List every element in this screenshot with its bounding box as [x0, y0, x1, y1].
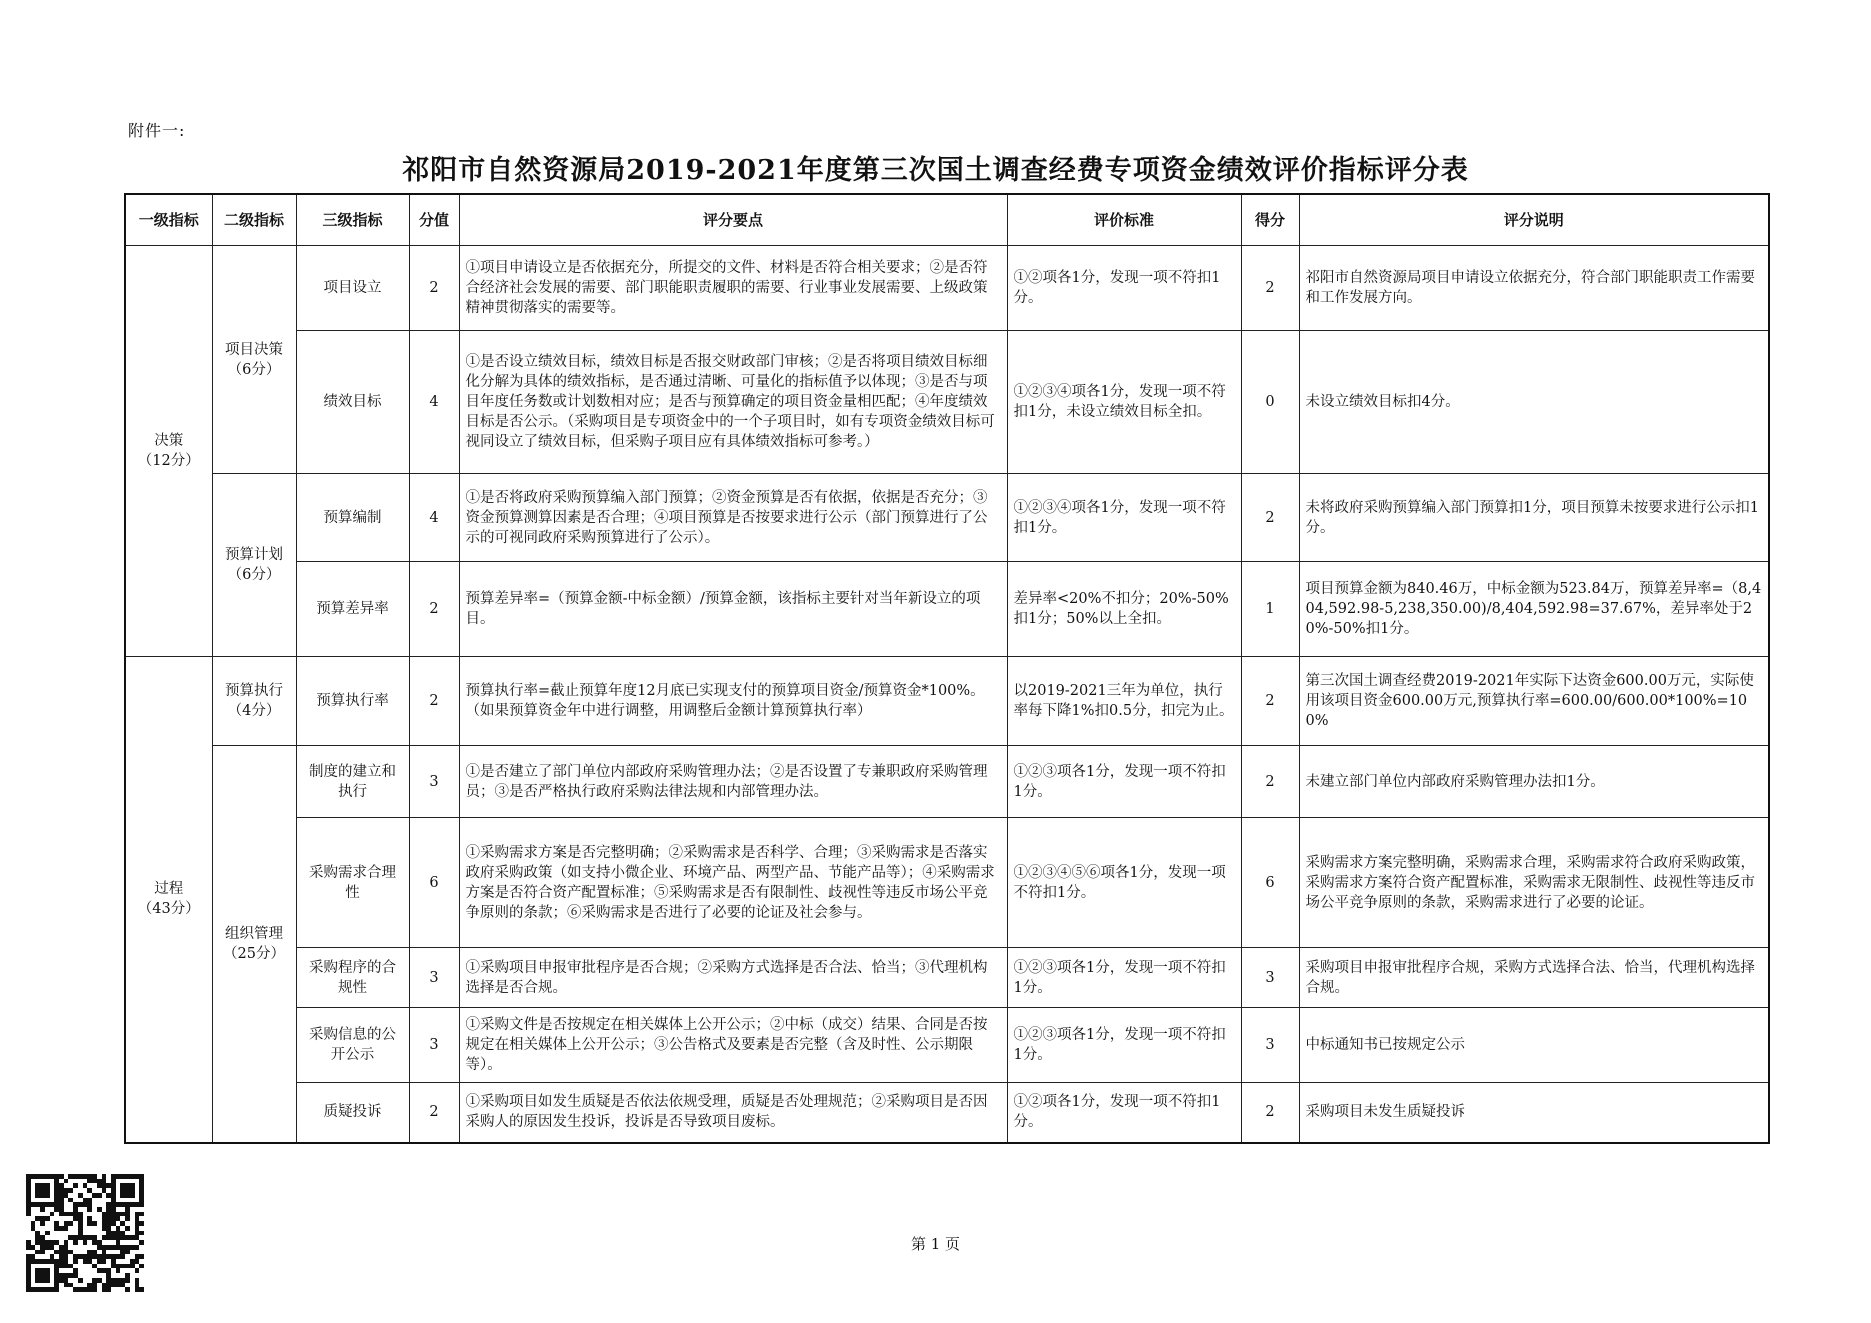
- note-cell: 项目预算金额为840.46万，中标金额为523.84万，预算差异率=（8,404,592.98-5,238,350.00)/8,404,592.98=37.67%，差异率处于20%-50%扣1分。: [1299, 562, 1769, 657]
- level3-cell: 预算执行率: [296, 657, 409, 746]
- level3-cell: 预算差异率: [296, 562, 409, 657]
- score-value-cell: 2: [409, 562, 459, 657]
- header-level1: 一级指标: [125, 194, 212, 246]
- level3-cell: 制度的建立和执行: [296, 746, 409, 818]
- header-points: 评分要点: [459, 194, 1007, 246]
- page-title: 祁阳市自然资源局2019-2021年度第三次国土调查经费专项资金绩效评价指标评分表: [402, 155, 1469, 186]
- table-row: [125, 1008, 1769, 1083]
- level1-cell: 过程 （43分）: [125, 657, 212, 1143]
- standard-cell: 差异率<20%不扣分；20%-50%扣1分；50%以上全扣。: [1007, 562, 1241, 657]
- note-cell: 采购需求方案完整明确，采购需求合理，采购需求符合政府采购政策，采购需求方案符合资产配置标准，采购需求无限制性、歧视性等违反市场公平竞争原则的条款，采购需求进行了必要的论证。: [1299, 818, 1769, 948]
- score-cell: 2: [1241, 1083, 1299, 1143]
- score-cell: 2: [1241, 657, 1299, 746]
- score-value-cell: 3: [409, 746, 459, 818]
- points-cell: ①是否将政府采购预算编入部门预算；②资金预算是否有依据，依据是否充分；③资金预算测算因素是否合理；④项目预算是否按要求进行公示（部门预算进行了公示的可视同政府采购预算进行了公示）。: [459, 474, 1007, 562]
- level3-cell: 项目设立: [296, 246, 409, 331]
- points-cell: ①采购需求方案是否完整明确；②采购需求是否科学、合理；③采购需求是否落实政府采购政策（如支持小微企业、环境产品、两型产品、节能产品等）；④采购需求方案是否符合资产配置标准；⑤采购需求是否有限制性、歧视性等违反市场公平竞争原则的条款；⑥采购需求是否进行了必要的论证及社会参与。: [459, 818, 1007, 948]
- table-header-row: [125, 194, 1769, 246]
- level2-cell: 预算执行 （4分）: [212, 657, 296, 746]
- score-cell: 6: [1241, 818, 1299, 948]
- score-value-cell: 4: [409, 331, 459, 474]
- table-row: [125, 246, 1769, 331]
- points-cell: ①采购项目如发生质疑是否依法依规受理，质疑是否处理规范；②采购项目是否因采购人的原因发生投诉，投诉是否导致项目废标。: [459, 1083, 1007, 1143]
- header-level3: 三级指标: [296, 194, 409, 246]
- evaluation-table: [124, 193, 1770, 1144]
- standard-cell: ①②③项各1分，发现一项不符扣1分。: [1007, 1008, 1241, 1083]
- level2-cell: 组织管理 （25分）: [212, 746, 296, 1143]
- score-value-cell: 3: [409, 948, 459, 1008]
- table-row: [125, 562, 1769, 657]
- page-number: 第 1 页: [910, 1235, 961, 1253]
- header-note: 评分说明: [1299, 194, 1769, 246]
- note-cell: 第三次国土调查经费2019-2021年实际下达资金600.00万元，实际使用该项目资金600.00万元,预算执行率=600.00/600.00*100%=100%: [1299, 657, 1769, 746]
- header-score-value: 分值: [409, 194, 459, 246]
- table-row: [125, 818, 1769, 948]
- points-cell: 预算差异率=（预算金额-中标金额）/预算金额，该指标主要针对当年新设立的项目。: [459, 562, 1007, 657]
- points-cell: 预算执行率=截止预算年度12月底已实现支付的预算项目资金/预算资金*100%。（如果预算资金年中进行调整，用调整后金额计算预算执行率）: [459, 657, 1007, 746]
- table-row: [125, 746, 1769, 818]
- header-level2: 二级指标: [212, 194, 296, 246]
- score-value-cell: 2: [409, 657, 459, 746]
- score-cell: 2: [1241, 746, 1299, 818]
- standard-cell: 以2019-2021三年为单位，执行率每下降1%扣0.5分，扣完为止。: [1007, 657, 1241, 746]
- table-row: [125, 331, 1769, 474]
- points-cell: ①采购项目申报审批程序是否合规；②采购方式选择是否合法、恰当；③代理机构选择是否合规。: [459, 948, 1007, 1008]
- table-row: [125, 474, 1769, 562]
- points-cell: ①项目申请设立是否依据充分，所提交的文件、材料是否符合相关要求；②是否符合经济社会发展的需要、部门职能职责履职的需要、行业事业发展需要、上级政策精神贯彻落实的需要等。: [459, 246, 1007, 331]
- level3-cell: 质疑投诉: [296, 1083, 409, 1143]
- level3-cell: 采购需求合理性: [296, 818, 409, 948]
- score-value-cell: 2: [409, 246, 459, 331]
- level3-cell: 采购程序的合规性: [296, 948, 409, 1008]
- score-cell: 0: [1241, 331, 1299, 474]
- points-cell: ①是否设立绩效目标，绩效目标是否报交财政部门审核；②是否将项目绩效目标细化分解为具体的绩效指标，是否通过清晰、可量化的指标值予以体现；③是否与项目年度任务数或计划数相对应；是否与预算确定的项目资金量相匹配；④年度绩效目标是否公示。（采购项目是专项资金中的一个子项目时，如有专项资金绩效目标可视同设立了绩效目标，但采购子项目应有具体绩效指标可参考。）: [459, 331, 1007, 474]
- standard-cell: ①②项各1分，发现一项不符扣1分。: [1007, 246, 1241, 331]
- header-standard: 评价标准: [1007, 194, 1241, 246]
- table-row: [125, 657, 1769, 746]
- standard-cell: ①②③④⑤⑥项各1分，发现一项不符扣1分。: [1007, 818, 1241, 948]
- header-score: 得分: [1241, 194, 1299, 246]
- table-row: [125, 1083, 1769, 1143]
- score-value-cell: 2: [409, 1083, 459, 1143]
- score-cell: 2: [1241, 474, 1299, 562]
- score-cell: 3: [1241, 948, 1299, 1008]
- points-cell: ①是否建立了部门单位内部政府采购管理办法；②是否设置了专兼职政府采购管理员；③是否严格执行政府采购法律法规和内部管理办法。: [459, 746, 1007, 818]
- standard-cell: ①②③④项各1分，发现一项不符扣1分。: [1007, 474, 1241, 562]
- note-cell: 中标通知书已按规定公示: [1299, 1008, 1769, 1083]
- level2-cell: 项目决策 （6分）: [212, 246, 296, 474]
- level2-cell: 预算计划 （6分）: [212, 474, 296, 657]
- score-value-cell: 4: [409, 474, 459, 562]
- standard-cell: ①②项各1分，发现一项不符扣1分。: [1007, 1083, 1241, 1143]
- note-cell: 采购项目申报审批程序合规，采购方式选择合法、恰当，代理机构选择合规。: [1299, 948, 1769, 1008]
- standard-cell: ①②③④项各1分，发现一项不符扣1分，未设立绩效目标全扣。: [1007, 331, 1241, 474]
- standard-cell: ①②③项各1分，发现一项不符扣1分。: [1007, 948, 1241, 1008]
- note-cell: 采购项目未发生质疑投诉: [1299, 1083, 1769, 1143]
- attachment-label: 附件一:: [128, 121, 186, 140]
- points-cell: ①采购文件是否按规定在相关媒体上公开公示；②中标（成交）结果、合同是否按规定在相关媒体上公开公示；③公告格式及要素是否完整（含及时性、公示期限等）。: [459, 1008, 1007, 1083]
- note-cell: 未建立部门单位内部政府采购管理办法扣1分。: [1299, 746, 1769, 818]
- level1-cell: 决策 （12分）: [125, 246, 212, 657]
- note-cell: 祁阳市自然资源局项目申请设立依据充分，符合部门职能职责工作需要和工作发展方向。: [1299, 246, 1769, 331]
- score-cell: 2: [1241, 246, 1299, 331]
- score-value-cell: 3: [409, 1008, 459, 1083]
- note-cell: 未设立绩效目标扣4分。: [1299, 331, 1769, 474]
- table-row: [125, 948, 1769, 1008]
- level3-cell: 绩效目标: [296, 331, 409, 474]
- score-cell: 3: [1241, 1008, 1299, 1083]
- level3-cell: 采购信息的公开公示: [296, 1008, 409, 1083]
- score-cell: 1: [1241, 562, 1299, 657]
- note-cell: 未将政府采购预算编入部门预算扣1分，项目预算未按要求进行公示扣1分。: [1299, 474, 1769, 562]
- level3-cell: 预算编制: [296, 474, 409, 562]
- score-value-cell: 6: [409, 818, 459, 948]
- standard-cell: ①②③项各1分，发现一项不符扣1分。: [1007, 746, 1241, 818]
